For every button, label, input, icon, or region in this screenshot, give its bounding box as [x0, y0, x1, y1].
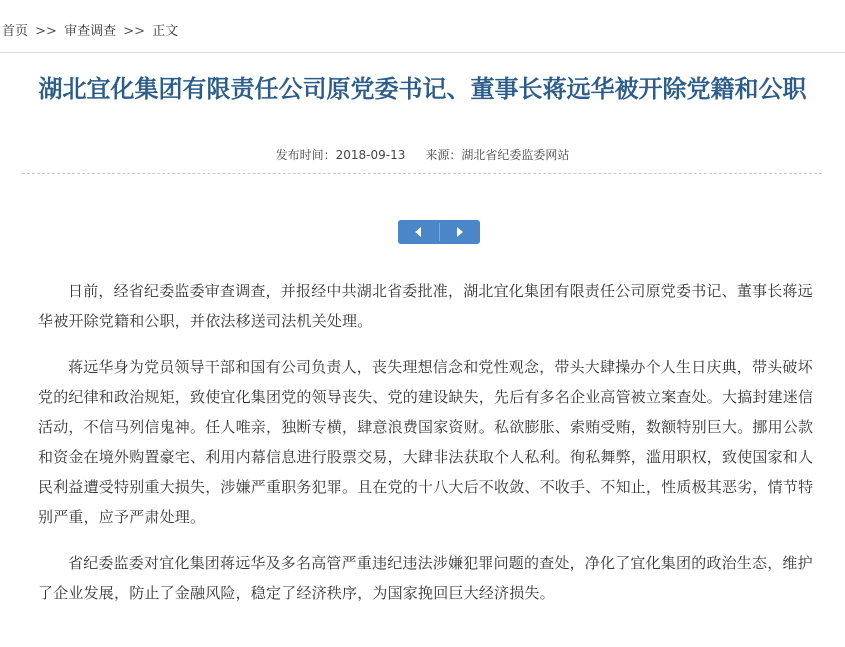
image-pager: [398, 220, 480, 244]
publish-date: 2018-09-13: [335, 148, 406, 162]
arrow-left-icon: [413, 226, 423, 238]
next-button[interactable]: [440, 220, 481, 244]
publish-label: 发布时间：: [275, 148, 336, 162]
article-body: [38, 276, 822, 624]
header-divider: [0, 52, 845, 53]
article-paragraph: 省纪委监委对宜化集团蒋远华及多名高管严重违纪违法涉嫌犯罪问题的查处，净化了宜化集团的政治生态，维护了企业发展，防止了金融风险，稳定了经济秩序，为国家挽回巨大经济损失。: [38, 554, 813, 602]
source-name: 湖北省纪委监委网站: [461, 148, 570, 162]
arrow-right-icon: [455, 226, 465, 238]
article-paragraph: 蒋远华身为党员领导干部和国有公司负责人，丧失理想信念和党性观念，带头大肆操办个人生日庆典，带头破坏党的纪律和政治规矩，致使宜化集团党的领导丧失、党的建设缺失，先后有多名企业高管被立案查处。大搞封建迷信活动，不信马列信鬼神。任人唯亲，独断专横，肆意浪费国家资财。私欲膨胀、索贿受贿，数额特别巨大。挪用公款和资金在境外购置豪宅、利用内幕信息进行股票交易，大肆非法获取个人私利。徇私舞弊，滥用职权，致使国家和人民利益遭受特别重大损失，涉嫌严重职务犯罪。且在党的十八大后不收敛、不收手、不知止，性质极其恶劣，情节特别严重，应予严肃处理。: [38, 358, 814, 526]
article-title: 湖北宜化集团有限责任公司原党委书记、董事长蒋远华被开除党籍和公职: [38, 75, 807, 103]
meta-divider: [22, 173, 822, 174]
breadcrumb-section-link[interactable]: 审查调查: [64, 24, 117, 39]
prev-button[interactable]: [398, 220, 439, 244]
breadcrumb-current: 正文: [152, 24, 179, 39]
article-meta: [0, 146, 845, 164]
breadcrumb-home-link[interactable]: 首页: [2, 24, 29, 39]
breadcrumb-separator: >>: [123, 24, 146, 39]
article-paragraph: 日前，经省纪委监委审查调查，并报经中共湖北省委批准，湖北宜化集团有限责任公司原党委书记、董事长蒋远华被开除党籍和公职，并依法移送司法机关处理。: [38, 282, 813, 330]
breadcrumb: [2, 22, 178, 42]
breadcrumb-separator: >>: [35, 24, 57, 39]
source-label: 来源：: [425, 148, 462, 162]
